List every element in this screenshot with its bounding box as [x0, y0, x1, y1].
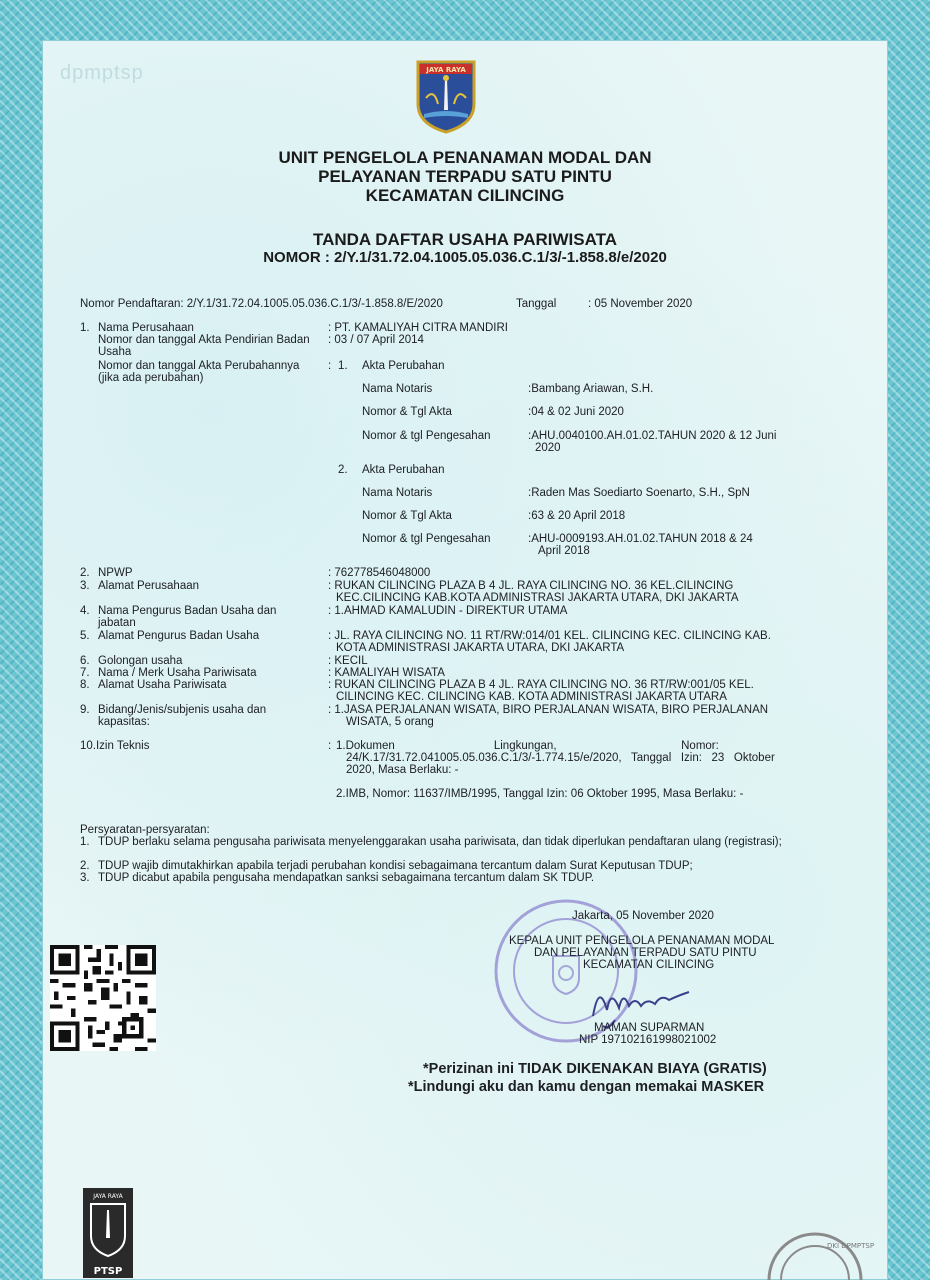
item-8-value: : RUKAN CILINCING PLAZA B 4 JL. RAYA CILINCING NO. 36 RT/RW:001/05 KEL.: [328, 679, 754, 691]
requirement-3-number: 3.: [80, 872, 90, 884]
signatory-nip: NIP 197102161998021002: [579, 1034, 717, 1046]
item-6-label: Golongan usaha: [98, 655, 183, 667]
change-1-akta-label: Nomor & Tgl Akta: [362, 406, 452, 418]
item-6-number: 6.: [80, 655, 90, 667]
ptsp-logo-top-text: JAYA RAYA: [93, 1193, 123, 1200]
item-1-label: Nama Perusahaan: [98, 322, 194, 334]
item-7-label: Nama / Merk Usaha Pariwisata: [98, 667, 257, 679]
ptsp-logo-bottom-text: PTSP: [93, 1266, 123, 1277]
signatory-role-line3: KECAMATAN CILINCING: [583, 959, 715, 971]
change-2-pengesahan-value: :AHU-0009193.AH.01.02.TAHUN 2018 & 24: [528, 533, 753, 545]
item-10-permit-2: 2.IMB, Nomor: 11637/IMB/1995, Tanggal Izin: 06 Oktober 1995, Masa Berlaku: -: [336, 788, 744, 800]
item-10-colon: :: [328, 740, 332, 752]
change-2-number: 2.: [338, 464, 348, 476]
item-3-value-cont: KEC.CILINCING KAB.KOTA ADMINISTRASI JAKARTA UTARA, DKI JAKARTA: [336, 592, 739, 604]
item-1-sub1-label-cont: Usaha: [98, 346, 132, 358]
change-1-pengesahan-label: Nomor & tgl Pengesahan: [362, 430, 491, 442]
item-10-permit-1-line2: 24/K.17/31.72.041005.05.036.C.1/3/-1.774.15/e/2020, Tanggal Izin: 23 Oktober: [346, 752, 775, 764]
item-7-number: 7.: [80, 667, 90, 679]
item-8-number: 8.: [80, 679, 90, 691]
item-9-label: Bidang/Jenis/subjenis usaha dan: [98, 704, 267, 716]
signatory-name: MAMAN SUPARMAN: [594, 1022, 705, 1034]
item-10-label: 10.Izin Teknis: [80, 740, 150, 752]
change-2-pengesahan-label: Nomor & tgl Pengesahan: [362, 533, 491, 545]
item-2-label: NPWP: [98, 567, 133, 579]
free-of-charge-note: *Perizinan ini TIDAK DIKENAKAN BIAYA (GRATIS): [423, 1061, 767, 1077]
item-9-value: : 1.JASA PERJALANAN WISATA, BIRO PERJALANAN WISATA, BIRO PERJALANAN: [328, 704, 769, 716]
item-8-value-cont: CILINCING KEC. CILINCING KAB. KOTA ADMINISTRASI JAKARTA UTARA: [336, 691, 727, 703]
requirement-1-number: 1.: [80, 836, 90, 848]
change-2-akta-label: Nomor & Tgl Akta: [362, 510, 452, 522]
document-number: NOMOR : 2/Y.1/31.72.04.1005.05.036.C.1/3/-1.858.8/e/2020: [263, 249, 667, 266]
requirement-3-text: TDUP dicabut apabila pengusaha mendapatkan sanksi sebagaimana tercantum dalam SK TDUP.: [98, 872, 595, 884]
item-3-value: : RUKAN CILINCING PLAZA B 4 JL. RAYA CILINCING NO. 36 KEL.CILINCING: [328, 580, 734, 592]
item-3-label: Alamat Perusahaan: [98, 580, 200, 592]
crest-label: JAYA RAYA: [426, 66, 466, 74]
signature-place-date: Jakarta, 05 November 2020: [572, 910, 714, 922]
document-title: TANDA DAFTAR USAHA PARIWISATA: [312, 230, 618, 249]
item-5-number: 5.: [80, 630, 90, 642]
change-2-notaris-label: Nama Notaris: [362, 487, 433, 499]
qr-code-icon: [50, 945, 156, 1051]
item-3-number: 3.: [80, 580, 90, 592]
item-9-value-cont: WISATA, 5 orang: [346, 716, 434, 728]
item-6-value: : KECIL: [328, 655, 368, 667]
item-8-label: Alamat Usaha Pariwisata: [98, 679, 227, 691]
item-10-permit-1-line1: 1.Dokumen Lingkungan, Nomor:: [336, 740, 719, 752]
change-1-number: 1.: [338, 360, 348, 372]
item-5-value-cont: KOTA ADMINISTRASI JAKARTA UTARA, DKI JAKARTA: [336, 642, 625, 654]
change-1-notaris-label: Nama Notaris: [362, 383, 433, 395]
change-2-pengesahan-value-cont: April 2018: [538, 545, 590, 557]
change-1-pengesahan-value-cont: 2020: [535, 442, 561, 454]
change-2-notaris-value: :Raden Mas Soediarto Soenarto, S.H., SpN: [528, 487, 750, 499]
mask-note: *Lindungi aku dan kamu dengan memakai MASKER: [408, 1079, 765, 1095]
item-4-value: : 1.AHMAD KAMALUDIN - DIREKTUR UTAMA: [328, 605, 568, 617]
requirement-2-number: 2.: [80, 860, 90, 872]
item-7-value: : KAMALIYAH WISATA: [328, 667, 445, 679]
item-2-number: 2.: [80, 567, 90, 579]
item-1-number: 1.: [80, 322, 90, 334]
jakarta-crest-icon: [414, 58, 478, 134]
item-2-value: : 762778546048000: [328, 567, 431, 579]
change-1-heading: Akta Perubahan: [362, 360, 445, 372]
item-9-label-cont: kapasitas:: [98, 716, 150, 728]
registration-number: Nomor Pendaftaran: 2/Y.1/31.72.04.1005.05.036.C.1/3/-1.858.8/E/2020: [80, 298, 443, 310]
item-4-label: Nama Pengurus Badan Usaha dan: [98, 605, 277, 617]
item-4-label-cont: jabatan: [98, 617, 136, 629]
change-2-akta-value: :63 & 20 April 2018: [528, 510, 626, 522]
seal-text: DKI DPMPTSP: [827, 1242, 875, 1250]
watermark-text: dpmptsp: [60, 62, 144, 84]
requirement-1-text: TDUP berlaku selama pengusaha pariwisata menyelenggarakan usaha pariwisata, dan tidak diperlukan pendaftaran ulang (registrasi);: [98, 836, 782, 848]
agency-title-line2: PELAYANAN TERPADU SATU PINTU: [318, 167, 612, 186]
registration-date-value: : 05 November 2020: [588, 298, 693, 310]
change-2-heading: Akta Perubahan: [362, 464, 445, 476]
requirement-2-text: TDUP wajib dimutakhirkan apabila terjadi perubahan kondisi sebagaimana tercantum dalam Surat Keputusan TDUP;: [98, 860, 693, 872]
change-1-akta-value: :04 & 02 Juni 2020: [528, 406, 624, 418]
item-1-sub2-colon: :: [328, 360, 332, 372]
item-5-value: : JL. RAYA CILINCING NO. 11 RT/RW:014/01 KEL. CILINCING KEC. CILINCING KAB.: [328, 630, 771, 642]
item-1-sub2-label: Nomor dan tanggal Akta Perubahannya: [98, 360, 300, 372]
item-9-number: 9.: [80, 704, 90, 716]
agency-title-line3: KECAMATAN CILINCING: [365, 186, 565, 205]
signatory-role-line2: DAN PELAYANAN TERPADU SATU PINTU: [534, 947, 757, 959]
item-1-sub1-value: : 03 / 07 April 2014: [328, 334, 424, 346]
item-4-number: 4.: [80, 605, 90, 617]
ptsp-logo-icon: [83, 1188, 133, 1278]
item-1-sub2-label-cont: (jika ada perubahan): [98, 372, 204, 384]
item-10-permit-1-line3: 2020, Masa Berlaku: -: [346, 764, 459, 776]
requirements-title: Persyaratan-persyaratan:: [80, 824, 210, 836]
dpmptsp-seal-icon: [765, 1228, 875, 1280]
agency-title-line1: UNIT PENGELOLA PENANAMAN MODAL DAN: [278, 148, 652, 167]
signatory-role-line1: KEPALA UNIT PENGELOLA PENANAMAN MODAL: [509, 935, 775, 947]
item-1-sub1-label: Nomor dan tanggal Akta Pendirian Badan: [98, 334, 310, 346]
registration-date-label: Tanggal: [516, 298, 557, 310]
item-5-label: Alamat Pengurus Badan Usaha: [98, 630, 260, 642]
change-1-notaris-value: :Bambang Ariawan, S.H.: [528, 383, 654, 395]
change-1-pengesahan-value: :AHU.0040100.AH.01.02.TAHUN 2020 & 12 Juni: [528, 430, 777, 442]
item-1-value: : PT. KAMALIYAH CITRA MANDIRI: [328, 322, 508, 334]
